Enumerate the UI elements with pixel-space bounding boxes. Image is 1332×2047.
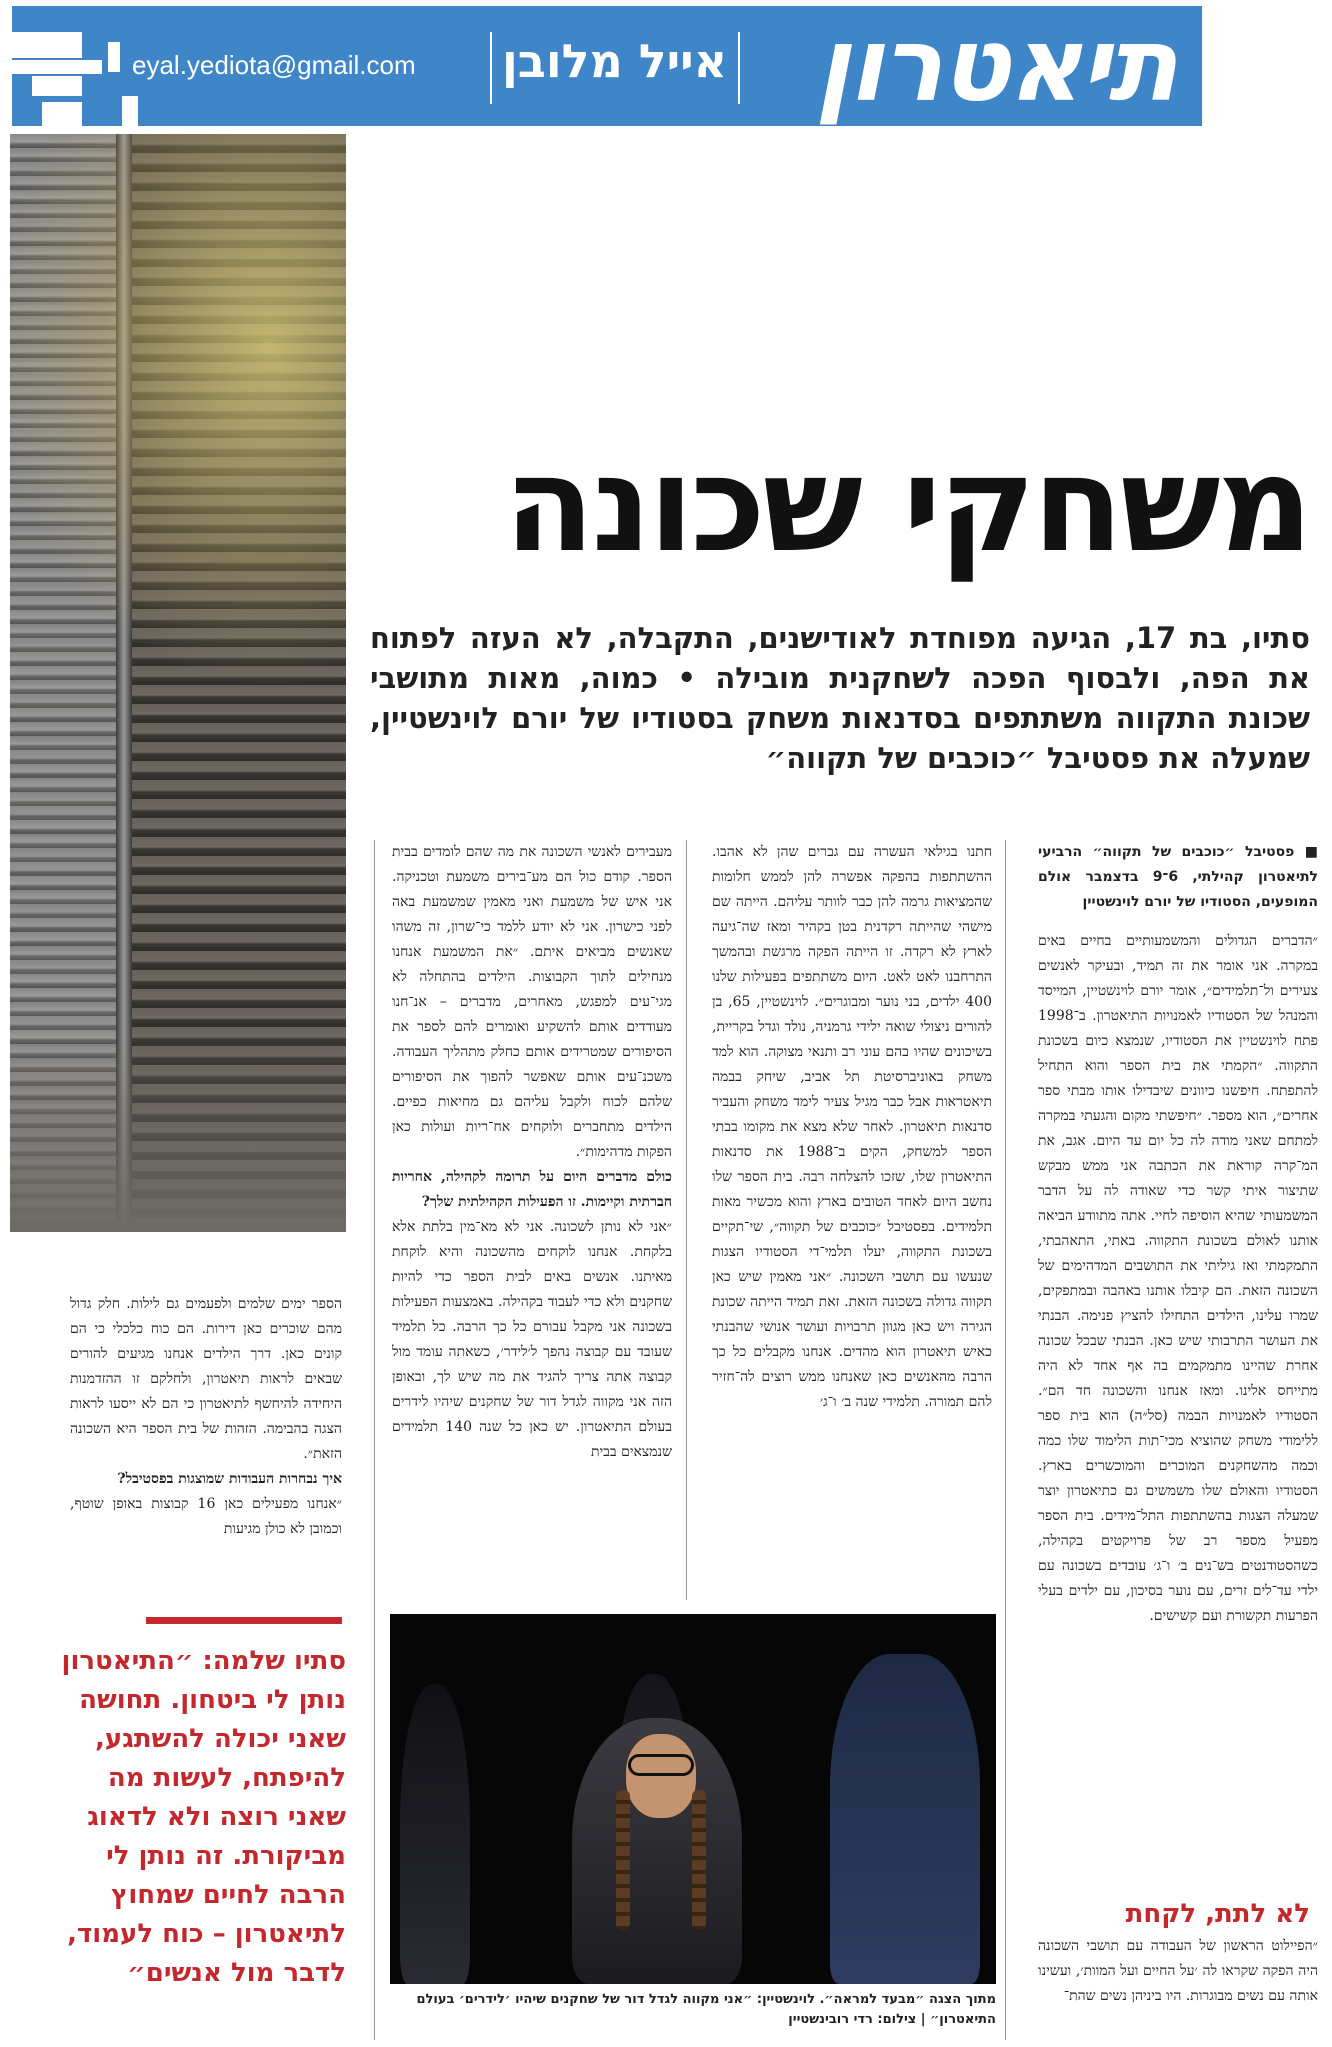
banner-pixel-decor — [12, 60, 102, 74]
glasses-shape — [628, 1754, 694, 1776]
article-column-2 — [712, 840, 992, 1600]
article-intro: סתיו, בת 17, הגיעה מפוחדת לאודישנים, התקבלה, לא העזה לפתוח את הפה, ולבסוף הפכה לשחקנית מובילה • כמוה, מאות מתושבי שכונת התקווה משתתפים בסדנאות משחק בסטודיו של יורם לוינשטיין, שמעלה את פסטיבל ״כוכבים של תקווה״ — [370, 621, 1310, 775]
pullquote-bar — [146, 1617, 342, 1624]
photo-caption: מתוך הצגה ״מבעד למראה״. לוינשטיין: ״אני מקווה לגדל דור של שחקנים שיהיו ׳לידרים׳ בעולם התיאטרון״ | צילום: רדי רובינשטיין — [416, 1992, 996, 2027]
column-rule — [686, 840, 687, 1600]
stage-photo — [390, 1614, 996, 1984]
banner-pixel-decor — [122, 96, 138, 126]
article-column-4 — [70, 1292, 342, 1588]
subheading: לא לתת, לקחת — [1125, 1899, 1310, 1929]
article-column-3 — [392, 840, 672, 1600]
floor-shadow — [10, 1032, 346, 1232]
article-column-1-cont — [1038, 1934, 1318, 2042]
section-rubric: תיאטרון — [815, 6, 1176, 125]
performer-figure — [830, 1654, 980, 1984]
banner-divider — [738, 32, 740, 104]
article-title: משחקי שכונה — [504, 428, 1310, 582]
interview-question: כולם מדברים היום על תרומה לקהילה, אחריות חברתית וקיימות. זו הפעילות הקהילתית שלך? — [392, 1169, 672, 1210]
column-text: ״אנחנו מפעילים כאן 16 קבוצות באופן שוטף, וכמובן לא כולן מגיעות — [70, 1496, 342, 1537]
banner-pixel-decor — [108, 42, 120, 72]
performer-figure — [400, 1684, 470, 1984]
interview-question: איך נבחרות העבודות שמוצגות בפסטיבל? — [117, 1471, 342, 1487]
banner-pixel-decor — [42, 102, 82, 126]
column-text: הספר ימים שלמים ולפעמים גם לילות. חלק גדול מהם שוכרים כאן דירות. הם כוח כלכלי כי הם קונים כאן. דרך הילדים אנחנו מגיעים להורים שבאים לראות תיאטרון, ולחלקם זו ההזדמנות היחידה להיחשף לתיאטרון כי הם לא ייסעו לראות הצגה בהבימה. הזהות של בית הספר היא השכונה הזאת״. — [70, 1296, 342, 1462]
section-banner — [12, 6, 1202, 126]
banner-divider — [490, 32, 492, 104]
article-column-1 — [1038, 840, 1318, 1890]
author-email[interactable]: eyal.yediota@gmail.com — [132, 50, 416, 80]
column-text: ״הפיילוט הראשון של העבודה עם תושבי השכונה היה הפקה שקראו לה ׳על החיים ועל המוות׳, ועשינו אותה עם נשים מבוגרות. היו ביניהן נשים שהת־ — [1038, 1938, 1318, 2004]
column-text: ״אני לא נותן לשכונה. אני לא מא־מין בלתת אלא בלקחת. אנחנו לוקחים מהשכונה והיא לוקחת מאיתנו. אנשים באים לבית הספר כדי להיות שחקנים ולא כדי לעבוד בקהילה. באמצעות הפעילות בשכונה אני מקבל עבורם כל כך הרבה. כל תלמיד שעובד עם קבוצה נהפך ל׳לידר׳, כשאתה עומד מול קבוצה אתה צריך להגיד את מה שיש לך, ובאופן הזה אני מקווה לגדל דור של שחקנים שיהיו לידרים בעולם התיאטרון. יש כאן כל שנה 140 תלמידים שנמצאים בבית — [392, 1219, 672, 1460]
author-name: אייל מלובן — [502, 34, 728, 88]
event-info: ■ פסטיבל ״כוכבים של תקווה״ הרביעי לתיאטרון קהילתי, 6־9 בדצמבר אולם המופעים, הסטודיו של יורם לוינשטיין — [1038, 844, 1318, 910]
column-rule — [374, 840, 375, 2040]
banner-pixel-decor — [32, 76, 82, 96]
column-rule — [1005, 840, 1006, 2040]
pullquote: סתיו שלמה: ״התיאטרון נותן לי ביטחון. תחושה שאני יכולה להשתגע, להיפתח, לעשות מה שאני רוצה ולא לדאוג מביקורת. זה נותן לי הרבה לחיים שמחוץ לתיאטרון – כוח לעמוד, לדבר מול אנשים״ — [61, 1646, 346, 1988]
banner-pixel-decor — [12, 32, 82, 58]
performer-face — [626, 1734, 696, 1818]
main-photo — [10, 134, 346, 1232]
column-text: ״הדברים הגדולים והמשמעותיים בחיים באים במקרה. אני אומר את זה תמיד, ובעיקר לאנשים צעירים ול־תלמידים״, אומר יורם לוינשטיין, המייסד והמנהל של הסטודיו לאמנויות התיאטרון. ב־1998 פתח לוינשטיין את הסטודיו, שנמצא כיום בשכונת התקווה. ״הקמתי את בית הספר והוא התחיל להתפתח. חיפשנו כיוונים שיבדילו אותו מבתי ספר אחרים״, הוא מספר. ״חיפשתי מקום והגעתי במקרה למתחם שאני מודה לה כל יום עד היום. אגב, את המ־קרה קוראת את הכתבה אני ממש מבקש שתיצור איתי קשר כדי שאודה לה על הדבר המשמעותי שהיא הוסיפה לחיי. אתה מתוודע הביאה אותנו לאולם בשכונת התקווה. באתי, התאהבתי, התמקמתי ואז גיליתי את התושבים המדהימים של השכונה הזאת. הם קיבלו אותנו באהבה ובמתפקים, שמרו עלינו, הילדים התחילו להציץ פנימה. הבנתי את העושר התרבותי שיש כאן. הבנתי שבכל שכונה אחרת שהיינו מתמקמים בה אף אחד לא היה מתייחס אלינו. ומאז אנחנו והשכונה חד הם״. הסטודיו לאמנויות הבמה (סל״ה) הוא בית ספר ללימודי משחק שהוציא מכי־תות הלימוד שלו כמה וכמה מהשחקנים המוכרים והמוכשרים בארץ. הסטודיו והאולם שלו משמשים גם כתיאטרון יוצר שמעלה הצגות בהשתתפות התל־מידים. בית הספר מפעיל מספר רב של פרויקטים בקהילה, כשהסטודנטים בש־נים ב׳ ו־ג׳ עובדים בשכונה עם ילדי עד־לים זרים, עם נוער בסיכון, עם ילדים בעלי הפרעות תקשורת ועם קשישים. — [1038, 933, 1318, 1624]
braid-shape — [692, 1790, 706, 1930]
braid-shape — [616, 1790, 630, 1930]
column-text: מעבירים לאנשי השכונה את מה שהם לומדים בבית הספר. קודם כול הם מע־בירים משמעת וטכניקה. אני איש של משמעת ואני מאמין שמשמעת באה לפני כישרון. אני לא יודע ללמד כי־שרון, זה משהו שאנשים מביאים איתם. ״את המשמעת אנחנו מנחילים לתוך הקבוצות. הילדים בהתחלה לא מגי־עים למפגש, מאחרים, מדברים – אנ־חנו מעודדים אותם להשקיע ואומרים להם לספר את הסיפורים שמטרידים אותם כחלק מתהליך העבודה. משכנ־עים אותם שאפשר להפוך את הסיפורים שלהם לכוח ולקבל עליהם גם מחיאות כפיים. הילדים מתחברים ולוקחים אח־ריות ועולות כאן הפקות מדהימות״. — [392, 844, 672, 1160]
column-text: חתנו בגילאי העשרה עם גברים שהן לא אהבו. ההשתתפות בהפקה אפשרה להן לממש חלומות שהמציאות גרמה להן כבר לוותר עליהם. הייתה שם מישהי שהייתה רקדנית בטן בקהיר ומאז שה־גיעה לארץ לא רקדה. זו הייתה הפקה מרגשת ובהמשך התרחבנו לאט לאט. היום משתתפים בפעילות שלנו 400 ילדים, בני נוער ומבוגרים״. לוינשטיין, 65, בן להורים ניצולי שואה ילידי גרמניה, נולד וגדל בקריית, בשיכונים שהיו בהם עוני רב ותנאי מצוקה. הוא למד משחק באוניברסיטת תל אביב, שיחק בבמה תיאטראות אבל כבר מגיל צעיר לימד משחק והעביר סדנאות תיאטרון. לאחר שלא מצא את מקומו בבתי הספר למשחק, הקים ב־1988 את סדנאות התיאטרון שלו, שזכו להצלחה רבה. בית הספר שלו נחשב היום לאחד הטובים בארץ והוא מכשיר מאות תלמידים. בפסטיבל ״כוכבים של תקווה״, שי־תקיים בשכונת התקווה, יעלו תלמי־די הסטודיו הצגות שנעשו עם תושבי השכונה. ״אני מאמין שיש כאן תקווה גדולה בשכונה הזאת. זאת תמיד הייתה שכונת הגירה ויש כאן מגוון תרבויות ועושר אנושי שהבנתי כאיש תיאטרון הוא מהדים. אנחנו מקבלים כל כך הרבה מהאנשים כאן שאנחנו ממש רוצים לה־חזיר להם תמורה. תלמידי שנה ב׳ ו־ג׳ — [712, 844, 992, 1410]
